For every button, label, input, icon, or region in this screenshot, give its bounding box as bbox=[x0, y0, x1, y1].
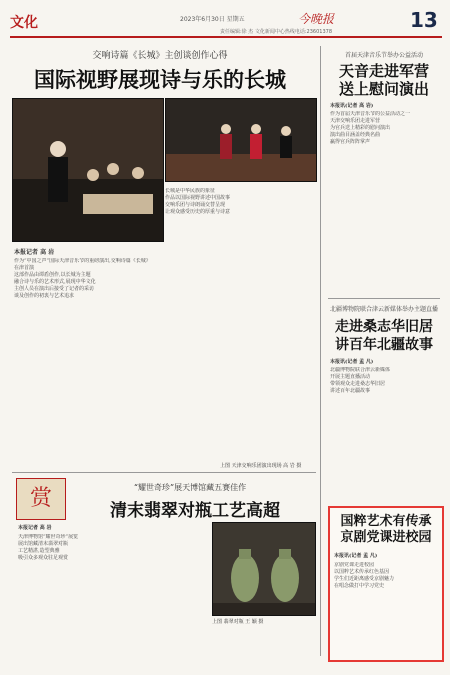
highlight-byline: 本报讯(记者 孟 凡) bbox=[334, 553, 378, 559]
sidebar-headline-2: 走进桑志华旧居 讲百年北疆故事 bbox=[335, 319, 433, 353]
newspaper-logo: 今晚报 bbox=[298, 12, 335, 26]
highlight-headline: 国粹艺术有传承 京剧党课进校园 bbox=[340, 514, 432, 545]
main-photo-credit: 上图 天津交响乐团演出现场 高 岩 摄 bbox=[220, 463, 302, 469]
appreciation-stamp bbox=[16, 478, 66, 520]
concert-photo-left bbox=[12, 98, 164, 242]
page-header bbox=[10, 8, 442, 38]
jade-vase-photo bbox=[212, 522, 316, 616]
choir-image bbox=[166, 99, 316, 181]
feature-byline: 本报记者 高 岩 bbox=[18, 525, 52, 531]
main-kicker: 交响诗篇《长城》主创谈创作心得 bbox=[92, 51, 228, 61]
highlight-article: 京剧党课走进校园 以国粹艺术传承红色基因 学生们近距离感受京剧魅力 在唱念做打中学习党史 bbox=[334, 562, 395, 589]
feature-kicker: “耀世奇珍”展天博馆藏五赛佳作 bbox=[133, 483, 247, 492]
concert-photo-right bbox=[165, 98, 317, 182]
column-divider bbox=[320, 46, 321, 656]
feature-caption: 上图 翡翠对瓶 王 颖 摄 bbox=[212, 619, 264, 625]
sidebar-divider bbox=[328, 298, 440, 299]
sidebar-byline-2: 本报讯(记者 孟 凡) bbox=[330, 359, 374, 365]
highlighted-article-box bbox=[328, 506, 444, 662]
feature-headline: 清末翡翠对瓶工艺高超 bbox=[110, 501, 280, 521]
main-byline: 本报记者 高 岩 bbox=[14, 249, 55, 256]
main-article-right: 长城是中华民族的象征 作品以国际视野讲述中国故事 交响乐团与诗朗诵交替呈现 让观众感受历史的厚重与诗意 bbox=[165, 188, 231, 215]
feature-article: 天津博物馆“耀世奇珍”展览 展出馆藏清末翡翠对瓶 工艺精湛,造型典雅 吸引众多观众驻足观赏 bbox=[18, 534, 79, 561]
editor-info: 责任编辑:徐 杰 文化新闻中心热线电话:23601378 bbox=[220, 29, 332, 35]
sidebar-article-2: 北疆博物院联合津云新媒体 开展主题直播活动 带领观众走进桑志华旧居 讲述百年北疆故事 bbox=[330, 367, 391, 394]
page-number: 13 bbox=[410, 8, 438, 32]
sidebar-kicker: 首届天津音乐节举办公益活动 bbox=[344, 52, 423, 59]
feature-divider bbox=[12, 472, 316, 473]
main-headline: 国际视野展现诗与乐的长城 bbox=[34, 68, 286, 92]
sidebar-byline: 本报讯(记者 高 岩) bbox=[330, 103, 374, 109]
orchestra-image bbox=[13, 99, 163, 241]
sidebar-article: 作为首届天津音乐节的公益活动之一 天津交响乐团走进军营 为官兵送上精彩的慰问演出 演出曲目涵盖经典名曲 赢得官兵阵阵掌声 bbox=[330, 111, 411, 145]
stamp-character: 赏 bbox=[29, 486, 52, 511]
issue-date: 2023年6月30日 星期五 bbox=[180, 16, 245, 23]
main-article-left: 作为“中国之声”国际天津音乐节的重磅演出,交响诗篇《长城》在津首演 这部作品由谭盾创作,以长城为主题 融合诗与乐的艺术形式,展现中华文化 主创人员在演出后接受了记者的采访 谈及创作的初衷与艺术追求 bbox=[14, 258, 151, 299]
sidebar-kicker-2: 北疆博物院联合津云新媒体举办主题直播 bbox=[329, 306, 438, 313]
section-title: 文化 bbox=[10, 15, 38, 31]
sidebar-headline: 天音走进军营 送上慰问演出 bbox=[338, 62, 429, 98]
vase-image bbox=[213, 523, 315, 615]
